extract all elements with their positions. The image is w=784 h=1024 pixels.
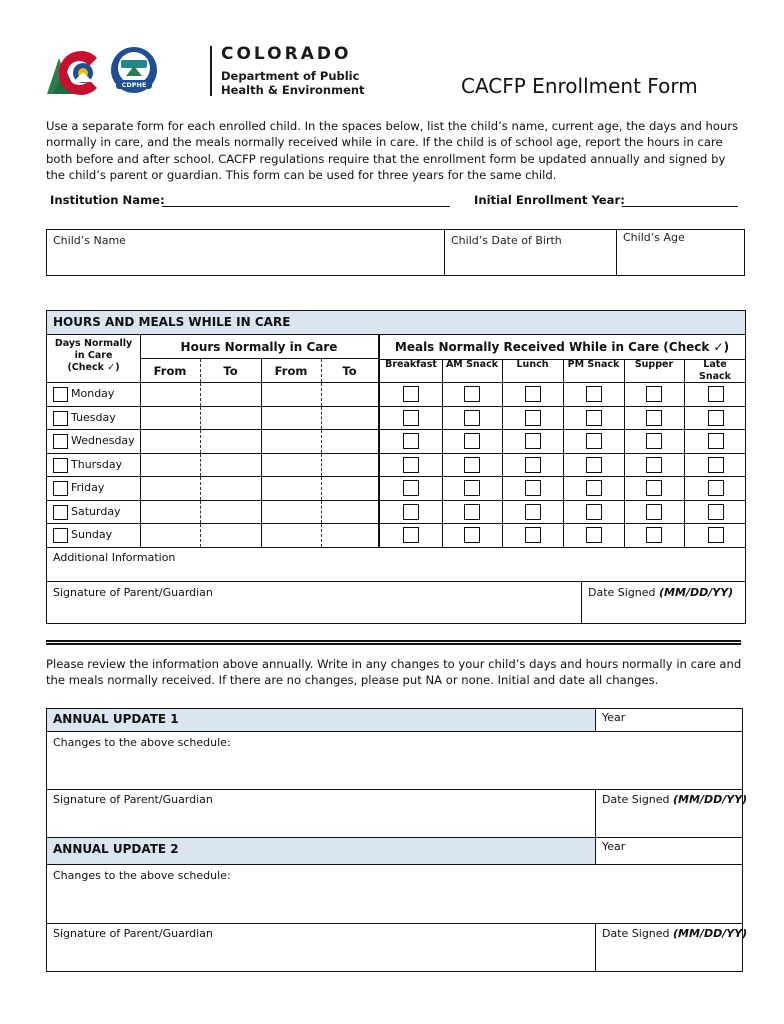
- column-divider: [442, 430, 443, 453]
- days-in-care-header: [47, 335, 140, 382]
- day-checkbox-monday[interactable]: [53, 387, 68, 402]
- column-divider: [261, 407, 262, 430]
- meal-checkbox-tuesday-lunch[interactable]: [525, 410, 541, 426]
- child-age-field[interactable]: [617, 230, 745, 275]
- day-label-tuesday: Tuesday: [71, 410, 116, 424]
- date-signed-label: Date Signed: [588, 585, 660, 599]
- meal-checkbox-saturday-pm-snack[interactable]: [586, 504, 602, 520]
- column-divider: [200, 524, 201, 547]
- hours-col-from-1: From: [153, 364, 187, 378]
- day-row-friday: [47, 477, 745, 501]
- column-divider: [321, 407, 322, 430]
- annual-update-1: [46, 708, 748, 838]
- column-divider: [321, 454, 322, 477]
- meal-checkbox-friday-lunch[interactable]: [525, 480, 541, 496]
- column-divider: [563, 407, 564, 430]
- column-divider: [684, 383, 685, 406]
- child-dob-label: Child’s Date of Birth: [451, 234, 562, 247]
- column-divider: [200, 407, 201, 430]
- column-divider: [261, 524, 262, 547]
- column-divider: [378, 524, 380, 547]
- column-divider: [261, 501, 262, 524]
- colorado-c-logo-icon: [45, 44, 107, 96]
- days-header-line-1: Days Normally: [54, 338, 133, 349]
- annual-update-2-year-label: Year: [602, 840, 626, 853]
- meal-checkbox-thursday-breakfast[interactable]: [403, 457, 419, 473]
- meal-checkbox-saturday-supper[interactable]: [646, 504, 662, 520]
- day-row-tuesday: [47, 407, 745, 431]
- annual-update-2-year-field[interactable]: [596, 838, 742, 865]
- additional-information-label: Additional Information: [53, 550, 176, 564]
- column-divider: [442, 454, 443, 477]
- meal-checkbox-monday-late-snack[interactable]: [708, 386, 724, 402]
- meal-col-breakfast: Breakfast: [385, 359, 437, 370]
- hours-field-sunday-to-1[interactable]: [202, 524, 259, 547]
- column-divider: [200, 501, 201, 524]
- child-age-label: Child’s Age: [623, 231, 685, 244]
- initial-enrollment-year-field[interactable]: [622, 206, 738, 207]
- child-dob-field[interactable]: [445, 230, 617, 275]
- hours-meals-body: [47, 383, 745, 548]
- meal-checkbox-wednesday-breakfast[interactable]: [403, 433, 419, 449]
- meal-col-pm-snack: PM Snack: [567, 359, 620, 370]
- column-divider: [378, 454, 380, 477]
- institution-name-field[interactable]: [162, 206, 450, 207]
- column-divider: [624, 454, 625, 477]
- meal-checkbox-monday-supper[interactable]: [646, 386, 662, 402]
- hours-field-tuesday-to-2[interactable]: [323, 407, 376, 430]
- column-divider: [140, 430, 141, 453]
- day-label-wednesday: Wednesday: [71, 434, 135, 447]
- column-divider: [261, 383, 262, 406]
- logo-divider: [210, 46, 212, 96]
- column-divider: [563, 454, 564, 477]
- date-signed-field[interactable]: [582, 582, 746, 623]
- column-divider: [442, 524, 443, 547]
- meal-checkbox-tuesday-am-snack[interactable]: [464, 410, 480, 426]
- meal-checkbox-sunday-late-snack[interactable]: [708, 527, 724, 543]
- hours-col-from-2: From: [274, 364, 308, 378]
- child-name-label: Child’s Name: [53, 234, 126, 247]
- day-checkbox-tuesday[interactable]: [53, 411, 68, 426]
- cdphe-logo: [45, 44, 365, 97]
- column-divider: [502, 407, 503, 430]
- column-divider: [624, 524, 625, 547]
- column-divider: [378, 430, 380, 453]
- column-divider: [684, 524, 685, 547]
- meal-col-supper: Supper: [634, 359, 674, 370]
- day-label-thursday: Thursday: [71, 457, 123, 471]
- meal-col-lunch: Lunch: [516, 359, 549, 370]
- column-divider: [624, 407, 625, 430]
- meal-checkbox-monday-breakfast[interactable]: [403, 386, 419, 402]
- meal-checkbox-tuesday-breakfast[interactable]: [403, 410, 419, 426]
- day-row-thursday: [47, 454, 745, 478]
- column-divider: [442, 383, 443, 406]
- hours-field-monday-to-1[interactable]: [202, 383, 259, 406]
- column-divider: [321, 430, 322, 453]
- column-divider: [261, 430, 262, 453]
- initial-enrollment-year-label: Initial Enrollment Year:: [474, 193, 625, 207]
- days-header-line-3: (Check ✓): [67, 362, 120, 373]
- meal-col-late-snack: Late Snack: [699, 359, 731, 382]
- hours-meals-header: [47, 335, 745, 383]
- annual-update-1-signature-label: Signature of Parent/Guardian: [53, 793, 213, 806]
- meal-checkbox-thursday-pm-snack[interactable]: [586, 457, 602, 473]
- column-divider: [378, 477, 380, 500]
- column-divider: [378, 407, 380, 430]
- hours-field-thursday-to-1[interactable]: [202, 454, 259, 477]
- signature-row: [47, 582, 745, 623]
- annual-update-2-date-label: Date Signed: [602, 927, 674, 940]
- meal-checkbox-friday-am-snack[interactable]: [464, 480, 480, 496]
- day-row-saturday: [47, 501, 745, 525]
- column-divider: [502, 477, 503, 500]
- annual-update-1-changes-label: Changes to the above schedule:: [53, 736, 231, 749]
- annual-update-1-signature-field[interactable]: [47, 790, 596, 837]
- meal-checkbox-saturday-am-snack[interactable]: [464, 504, 480, 520]
- hours-field-saturday-to-1[interactable]: [202, 501, 259, 524]
- day-checkbox-friday[interactable]: [53, 481, 68, 496]
- column-divider: [442, 477, 443, 500]
- meal-checkbox-sunday-supper[interactable]: [646, 527, 662, 543]
- department-name-line-2: Health & Environment: [221, 83, 365, 97]
- hours-field-wednesday-to-2[interactable]: [323, 430, 376, 453]
- meal-checkbox-friday-breakfast[interactable]: [403, 480, 419, 496]
- annual-update-1-changes-field[interactable]: [47, 732, 742, 790]
- cdphe-seal-icon: [110, 46, 158, 94]
- column-divider: [200, 430, 201, 453]
- hours-field-wednesday-to-1[interactable]: [202, 430, 259, 453]
- day-row-wednesday: [47, 430, 745, 454]
- hours-field-monday-from-1[interactable]: [142, 383, 198, 406]
- hours-field-thursday-from-1[interactable]: [142, 454, 198, 477]
- hours-field-friday-from-2[interactable]: [263, 477, 319, 500]
- meal-checkbox-saturday-late-snack[interactable]: [708, 504, 724, 520]
- meal-checkbox-friday-late-snack[interactable]: [708, 480, 724, 496]
- column-divider: [321, 383, 322, 406]
- department-name-line-1: Department of Public: [221, 69, 360, 83]
- meal-checkbox-wednesday-pm-snack[interactable]: [586, 433, 602, 449]
- hours-field-friday-to-2[interactable]: [323, 477, 376, 500]
- column-divider: [624, 430, 625, 453]
- annual-update-2-signature-field[interactable]: [47, 924, 596, 971]
- meal-checkbox-wednesday-lunch[interactable]: [525, 433, 541, 449]
- hours-col-to-1: To: [223, 364, 238, 378]
- hours-field-thursday-from-2[interactable]: [263, 454, 319, 477]
- column-divider: [378, 501, 380, 524]
- meal-checkbox-thursday-supper[interactable]: [646, 457, 662, 473]
- hours-field-monday-from-2[interactable]: [263, 383, 319, 406]
- section-divider: [46, 640, 741, 645]
- column-divider: [684, 430, 685, 453]
- meal-checkbox-sunday-am-snack[interactable]: [464, 527, 480, 543]
- meal-checkbox-wednesday-late-snack[interactable]: [708, 433, 724, 449]
- column-divider: [261, 454, 262, 477]
- day-row-sunday: [47, 524, 745, 548]
- column-divider: [200, 477, 201, 500]
- annual-update-1-date-label: Date Signed: [602, 793, 674, 806]
- hours-field-friday-from-1[interactable]: [142, 477, 198, 500]
- parent-signature-label: Signature of Parent/Guardian: [53, 585, 213, 599]
- meal-checkbox-tuesday-pm-snack[interactable]: [586, 410, 602, 426]
- annual-update-1-date-format: (MM/DD/YY): [673, 793, 748, 806]
- column-divider: [563, 477, 564, 500]
- annual-update-1-date-field[interactable]: [596, 790, 748, 837]
- parent-signature-field[interactable]: [47, 582, 582, 623]
- hours-field-friday-to-1[interactable]: [202, 477, 259, 500]
- day-checkbox-saturday[interactable]: [53, 505, 68, 520]
- meal-checkbox-sunday-pm-snack[interactable]: [586, 527, 602, 543]
- meals-received-header: Meals Normally Received While in Care (Check ✓): [394, 340, 730, 354]
- hours-field-sunday-from-1[interactable]: [142, 524, 198, 547]
- annual-update-2-date-format: (MM/DD/YY): [673, 927, 748, 940]
- column-divider: [684, 407, 685, 430]
- days-header-line-2: in Care: [74, 350, 113, 361]
- meal-checkbox-sunday-lunch[interactable]: [525, 527, 541, 543]
- org-name: COLORADO: [221, 44, 352, 64]
- annual-update-2-date-field[interactable]: [596, 924, 748, 971]
- day-label-monday: Monday: [71, 387, 115, 400]
- meal-checkbox-wednesday-supper[interactable]: [646, 433, 662, 449]
- day-checkbox-wednesday[interactable]: [53, 434, 68, 449]
- hours-field-sunday-from-2[interactable]: [263, 524, 319, 547]
- hours-field-saturday-to-2[interactable]: [323, 501, 376, 524]
- meal-checkbox-friday-supper[interactable]: [646, 480, 662, 496]
- meal-checkbox-thursday-lunch[interactable]: [525, 457, 541, 473]
- column-divider: [563, 383, 564, 406]
- annual-update-2: [46, 837, 748, 972]
- column-divider: [502, 524, 503, 547]
- meal-checkbox-sunday-breakfast[interactable]: [403, 527, 419, 543]
- column-divider: [563, 501, 564, 524]
- annual-update-2-changes-field[interactable]: [47, 865, 742, 924]
- annual-update-2-signature-label: Signature of Parent/Guardian: [53, 927, 213, 940]
- hours-field-wednesday-from-1[interactable]: [142, 430, 198, 453]
- column-divider: [200, 383, 201, 406]
- column-divider: [563, 430, 564, 453]
- additional-information-field[interactable]: [47, 548, 745, 582]
- hours-field-tuesday-to-1[interactable]: [202, 407, 259, 430]
- column-divider: [140, 524, 141, 547]
- column-divider: [378, 383, 380, 406]
- intro-paragraph: Use a separate form for each enrolled child. In the spaces below, list the child’s name, current age, the days and hours normally in care, and the meals normally received while in care. If the child is of school age, report the hours in care both before and after school. CACFP regulations require that the enrollment form be updated annually and signed by the child’s parent or guardian. This form can be used for three years for the same child.: [46, 119, 739, 182]
- hours-col-to-2: To: [342, 364, 357, 378]
- annual-update-2-changes-label: Changes to the above schedule:: [53, 869, 231, 882]
- column-divider: [321, 477, 322, 500]
- annual-update-1-year-field[interactable]: [596, 709, 742, 732]
- column-divider: [563, 524, 564, 547]
- column-divider: [684, 501, 685, 524]
- hours-meals-table: [46, 310, 746, 624]
- hours-field-tuesday-from-2[interactable]: [263, 407, 319, 430]
- meal-checkbox-monday-pm-snack[interactable]: [586, 386, 602, 402]
- column-divider: [200, 454, 201, 477]
- cdphe-badge-text: CDPHE: [121, 81, 147, 89]
- column-divider: [140, 477, 141, 500]
- form-title: CACFP Enrollment Form: [461, 74, 698, 98]
- hours-meals-title: HOURS AND MEALS WHILE IN CARE: [47, 311, 745, 335]
- column-divider: [140, 501, 141, 524]
- column-divider: [624, 501, 625, 524]
- meal-checkbox-monday-lunch[interactable]: [525, 386, 541, 402]
- hours-field-sunday-to-2[interactable]: [323, 524, 376, 547]
- column-divider: [321, 524, 322, 547]
- column-divider: [140, 383, 141, 406]
- hours-field-wednesday-from-2[interactable]: [263, 430, 319, 453]
- column-divider: [140, 454, 141, 477]
- column-divider: [684, 359, 685, 382]
- annual-update-1-title: ANNUAL UPDATE 1: [47, 709, 596, 732]
- meal-checkbox-saturday-breakfast[interactable]: [403, 504, 419, 520]
- column-divider: [684, 454, 685, 477]
- institution-name-label: Institution Name:: [50, 193, 165, 207]
- column-divider: [442, 407, 443, 430]
- hours-field-thursday-to-2[interactable]: [323, 454, 376, 477]
- column-divider: [261, 477, 262, 500]
- day-checkbox-sunday[interactable]: [53, 528, 68, 543]
- column-divider: [624, 477, 625, 500]
- meal-checkbox-thursday-am-snack[interactable]: [464, 457, 480, 473]
- meal-col-am-snack: AM Snack: [445, 359, 499, 370]
- day-label-friday: Friday: [71, 481, 105, 494]
- column-divider: [442, 501, 443, 524]
- meal-checkbox-saturday-lunch[interactable]: [525, 504, 541, 520]
- column-divider: [502, 383, 503, 406]
- hours-field-saturday-from-2[interactable]: [263, 501, 319, 524]
- review-paragraph: Please review the information above annually. Write in any changes to your child’s days and hours normally in care and the meals normally received. If there are no changes, please put NA or none. Initial and date all changes.: [46, 657, 742, 688]
- meal-checkbox-wednesday-am-snack[interactable]: [464, 433, 480, 449]
- child-name-field[interactable]: [47, 230, 445, 275]
- day-label-saturday: Saturday: [71, 504, 121, 518]
- annual-update-2-title: ANNUAL UPDATE 2: [47, 838, 596, 865]
- column-divider: [502, 430, 503, 453]
- column-divider: [624, 383, 625, 406]
- hours-field-monday-to-2[interactable]: [323, 383, 376, 406]
- day-row-monday: [47, 383, 745, 407]
- column-divider: [502, 454, 503, 477]
- hours-field-tuesday-from-1[interactable]: [142, 407, 198, 430]
- day-checkbox-thursday[interactable]: [53, 458, 68, 473]
- column-divider: [684, 477, 685, 500]
- meal-checkbox-tuesday-supper[interactable]: [646, 410, 662, 426]
- annual-update-1-year-label: Year: [602, 711, 626, 724]
- date-format-hint: (MM/DD/YY): [659, 585, 734, 599]
- column-divider: [140, 407, 141, 430]
- meal-checkbox-thursday-late-snack[interactable]: [708, 457, 724, 473]
- column-divider: [502, 501, 503, 524]
- column-divider: [321, 501, 322, 524]
- meal-checkbox-friday-pm-snack[interactable]: [586, 480, 602, 496]
- child-info-box: [46, 229, 745, 276]
- meal-checkbox-tuesday-late-snack[interactable]: [708, 410, 724, 426]
- hours-in-care-header: Hours Normally in Care: [140, 335, 378, 359]
- day-label-sunday: Sunday: [71, 528, 113, 541]
- hours-field-saturday-from-1[interactable]: [142, 501, 198, 524]
- meal-checkbox-monday-am-snack[interactable]: [464, 386, 480, 402]
